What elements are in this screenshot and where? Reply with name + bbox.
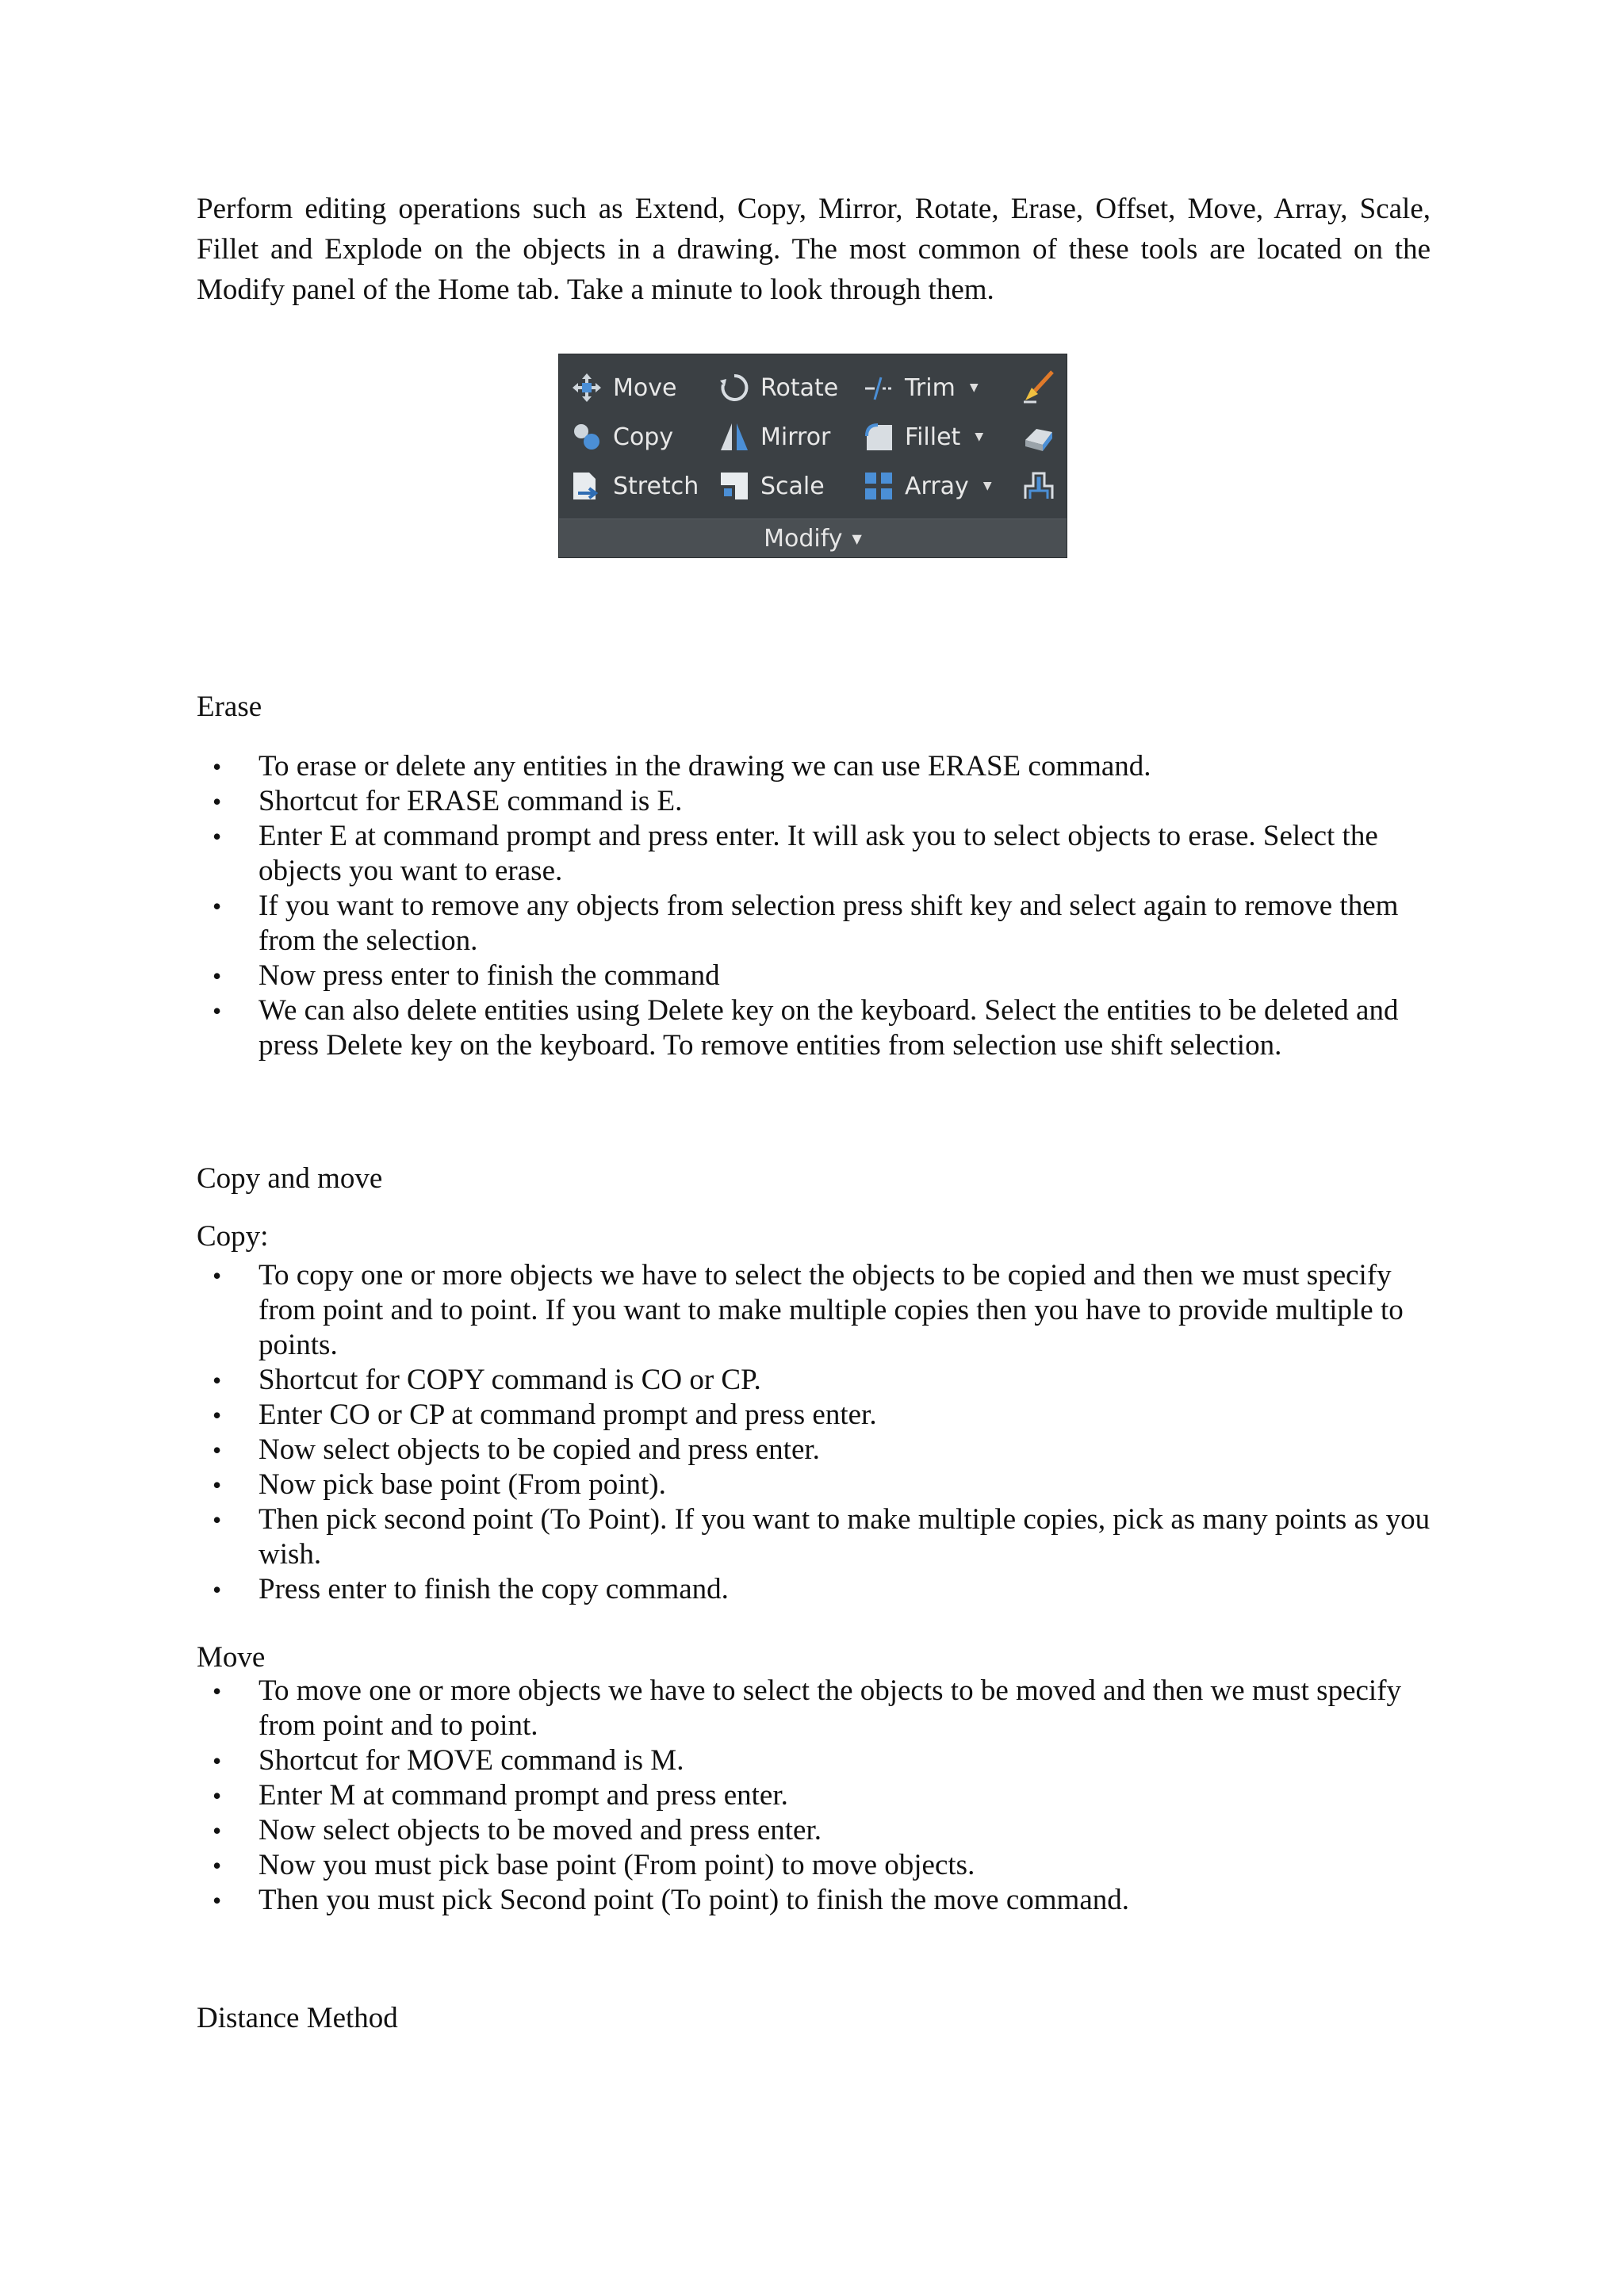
match-properties-icon[interactable] [1021,369,1057,405]
trim-tool[interactable] [862,367,979,408]
erase-heading: Erase [197,691,262,723]
mirror-tool[interactable] [718,416,830,457]
panel-expand-icon[interactable]: ▼ [852,530,862,546]
fillet-dropdown-icon[interactable]: ▼ [975,430,984,443]
fillet-tool[interactable] [862,416,983,457]
list-item: • If you want to remove any objects from selection press shift key and select again to remove them from the selection. [197,889,1431,959]
move-subheading: Move [197,1641,266,1674]
trim-dropdown-icon[interactable]: ▼ [969,381,979,394]
erase-eraser-icon[interactable] [1021,418,1057,454]
copy-subheading: Copy: [197,1220,269,1253]
copy-list [197,1258,1431,1607]
rotate-tool[interactable] [718,367,838,408]
list-item: • Then pick second point (To Point). If you want to make multiple copies, pick as many points as you wish. [197,1502,1431,1572]
list-item: • Enter CO or CP at command prompt and press enter. [197,1398,1431,1433]
modify-panel [558,354,1067,558]
list-item: • To erase or delete any entities in the drawing we can use ERASE command. [197,749,1431,784]
list-item: • We can also delete entities using Delete key on the keyboard. Select the entities to be deleted and press Delete key on the keyboard. To remove entities from selection use shift selection. [197,993,1431,1063]
scale-icon [718,469,751,503]
fillet-label: Fillet [905,423,961,451]
erase-list [197,749,1431,1063]
list-item: • Enter E at command prompt and press enter. It will ask you to select objects to erase. Select the objects you want to erase. [197,819,1431,889]
list-item: • Shortcut for ERASE command is E. [197,784,1431,819]
move-tool[interactable] [570,367,676,408]
array-dropdown-icon[interactable]: ▼ [982,480,992,492]
stretch-icon [570,469,603,503]
distance-heading: Distance Method [197,2002,398,2034]
list-item: • Now select objects to be copied and press enter. [197,1433,1431,1468]
list-item: • Now pick base point (From point). [197,1468,1431,1502]
modify-panel-label: Modify [764,524,843,553]
array-icon [862,469,895,503]
array-label: Array [905,472,969,500]
list-item: • Now press enter to finish the command [197,959,1431,993]
scale-tool[interactable] [718,465,825,507]
rotate-icon [718,371,751,404]
stretch-tool[interactable] [570,465,699,507]
stretch-label: Stretch [613,472,699,500]
fillet-icon [862,420,895,453]
copy-tool[interactable] [570,416,673,457]
trim-icon [862,371,895,404]
modify-panel-title[interactable] [559,519,1067,557]
move-label: Move [613,373,677,402]
list-item: • Now you must pick base point (From point) to move objects. [197,1848,1431,1883]
mirror-label: Mirror [760,423,831,451]
copy-icon [570,420,603,453]
list-item: • Then you must pick Second point (To point) to finish the move command. [197,1883,1431,1918]
scale-label: Scale [760,472,825,500]
mirror-icon [718,420,751,453]
list-item: • Press enter to finish the copy command. [197,1572,1431,1607]
list-item: • Now select objects to be moved and press enter. [197,1813,1431,1848]
list-item: • To copy one or more objects we have to select the objects to be copied and then we must specify from point and to point. If you want to make multiple copies then you have to provide multiple to points. [197,1258,1431,1363]
modify-panel-screenshot [558,354,1067,558]
copy-move-heading: Copy and move [197,1162,383,1195]
intro-block [197,189,1431,310]
move-icon [570,371,603,404]
list-item: • Shortcut for MOVE command is M. [197,1743,1431,1778]
list-item: • Shortcut for COPY command is CO or CP. [197,1363,1431,1398]
list-item: • To move one or more objects we have to select the objects to be moved and then we must specify from point and to point. [197,1674,1431,1743]
offset-icon[interactable] [1021,467,1057,503]
list-item: • Enter M at command prompt and press enter. [197,1778,1431,1813]
trim-label: Trim [905,373,956,402]
intro-paragraph: Perform editing operations such as Extend, Copy, Mirror, Rotate, Erase, Offset, Move, Array, Scale, Fillet and Explode on the objects in a drawing. The most common of these tools are located on the Modify panel of the Home tab. Take a minute to look through them. [197,193,1431,306]
array-tool[interactable] [862,465,992,507]
move-list [197,1674,1431,1918]
rotate-label: Rotate [760,373,839,402]
copy-label: Copy [613,423,674,451]
